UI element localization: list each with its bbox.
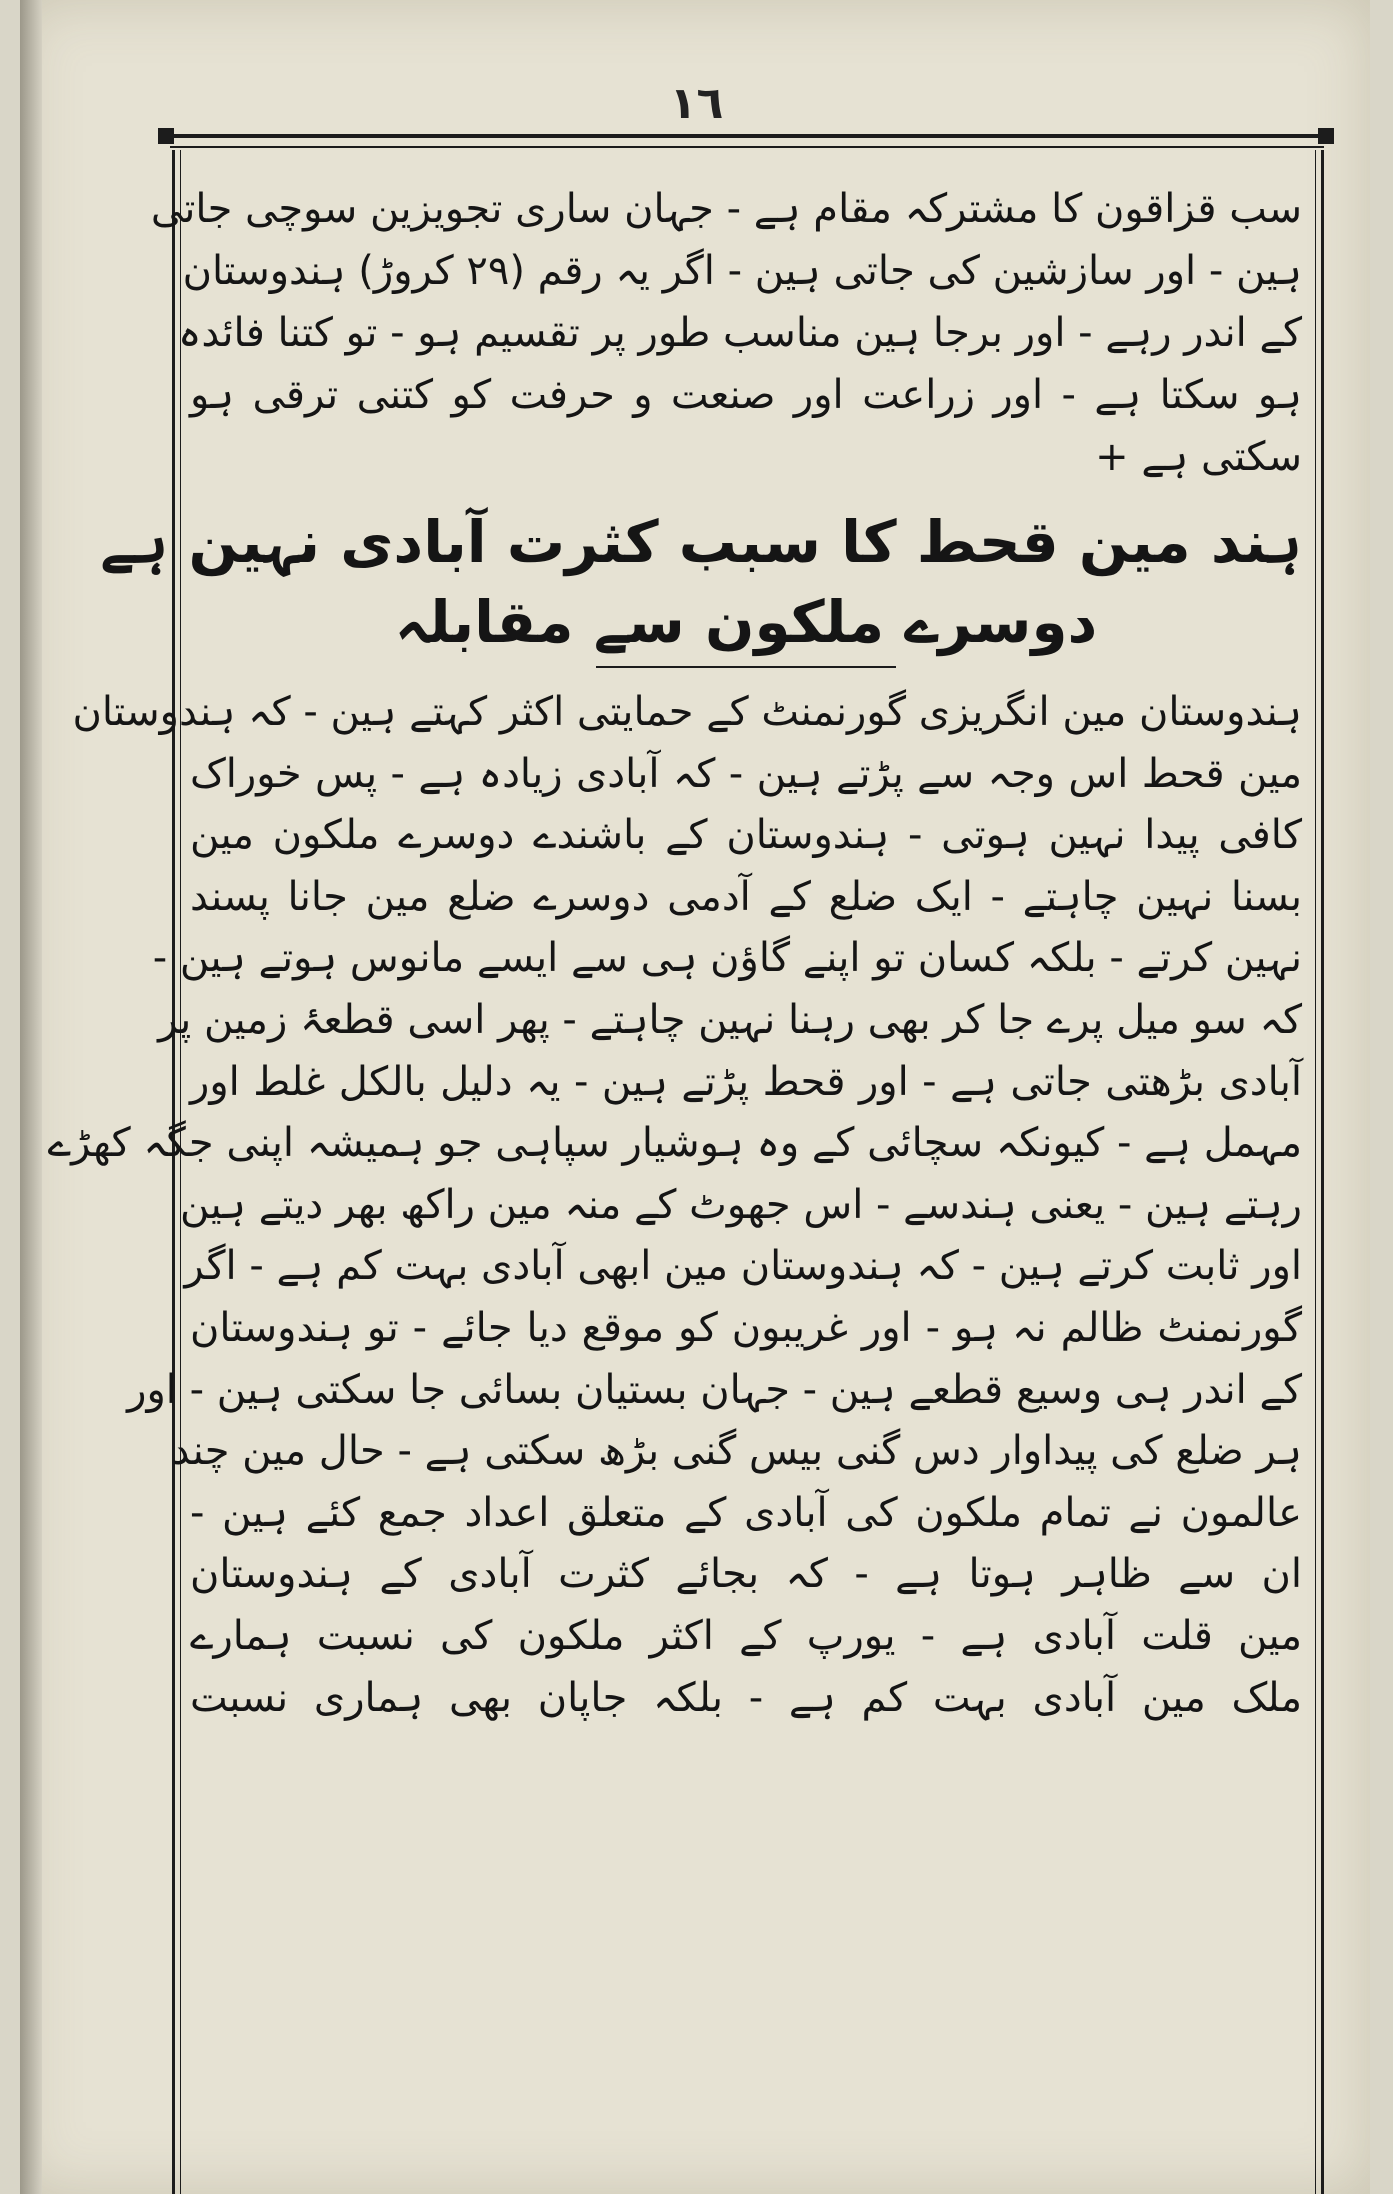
text-line: بسنا نہین چاہتے - ایک ضلع کے آدمی دوسرے ضلع مین جانا پسند xyxy=(190,873,1302,920)
text-line: سب قزاقون کا مشترکہ مقام ہے - جہان ساری تجویزین سوچی جاتی xyxy=(150,186,1302,232)
text-line: رہتے ہین - یعنی ہندسے - اس جھوٹ کے منہ مین راکھ بھر دیتے ہین xyxy=(180,1181,1302,1228)
text-line: عالمون نے تمام ملکون کی آبادی کے متعلق اعداد جمع کئے ہین - xyxy=(190,1489,1302,1536)
text-line: گورنمنٹ ظالم نہ ہو - اور غریبون کو موقع دیا جائے - تو ہندوستان xyxy=(190,1304,1302,1351)
text-line: مین قلت آبادی ہے - یورپ کے اکثر ملکون کی نسبت ہمارے xyxy=(190,1612,1302,1659)
heading-line-1: ہند مین قحط کا سبب کثرت آبادی نہین ہے xyxy=(100,508,1302,576)
text-line: نہین کرتے - بلکہ کسان تو اپنے گاؤن ہی سے ایسے مانوس ہوتے ہین - xyxy=(152,935,1302,982)
text-line: کے اندر ہی وسیع قطعے ہین - جہان بستیان بسائی جا سکتی ہین - اور xyxy=(127,1366,1302,1413)
text-line: کافی پیدا نہین ہوتی - ہندوستان کے باشندے دوسرے ملکون مین xyxy=(190,812,1302,859)
text-line: ان سے ظاہر ہوتا ہے - کہ بجائے کثرت آبادی کے ہندوستان xyxy=(190,1551,1302,1598)
text-line: کے اندر رہے - اور برجا ہین مناسب طور پر تقسیم ہو - تو کتنا فائدہ xyxy=(177,310,1302,356)
page-body xyxy=(47,178,1302,1729)
text-line: ہو سکتا ہے - اور زراعت اور صنعت و حرفت کو کتنی ترقی ہو xyxy=(190,372,1302,418)
text-line: مہمل ہے - کیونکہ سچائی کے وہ ہوشیار سپاہی جو ہمیشہ اپنی جگہ کھڑے xyxy=(47,1120,1302,1167)
text-line: ہندوستان مین انگریزی گورنمنٹ کے حمایتی اکثر کہتے ہین - کہ ہندوستان xyxy=(72,689,1302,735)
section-heading xyxy=(100,502,1302,668)
text-line: ملک مین آبادی بہت کم ہے - بلکہ جاپان بھی ہماری نسبت xyxy=(190,1674,1302,1721)
text-line: ہر ضلع کی پیداوار دس گنی بیس گنی بڑھ سکتی ہے - حال مین چند xyxy=(171,1428,1302,1475)
page-number: ١٦ xyxy=(669,78,724,129)
text-line: کہ سو میل پرے جا کر بھی رہنا نہین چاہتے - پھر اسی قطعۂ زمین پر xyxy=(158,996,1302,1043)
heading-underline xyxy=(596,666,896,668)
text-line: ہین - اور سازشین کی جاتی ہین - اگر یہ رقم (۲۹ کروڑ) ہندوستان xyxy=(182,248,1302,294)
paragraph-2 xyxy=(47,682,1302,1729)
frame-top-rule xyxy=(162,134,1332,138)
heading-line-2: دوسرے ملکون سے مقابلہ xyxy=(394,588,1098,656)
text-line: مین قحط اس وجہ سے پڑتے ہین - کہ آبادی زیادہ ہے - پس خوراک xyxy=(190,750,1302,797)
paragraph-1 xyxy=(150,178,1302,488)
text-line: اور ثابت کرتے ہین - کہ ہندوستان مین ابھی آبادی بہت کم ہے - اگر xyxy=(184,1243,1302,1290)
text-line: آبادی بڑھتی جاتی ہے - اور قحط پڑتے ہین - یہ دلیل بالکل غلط اور xyxy=(190,1058,1302,1105)
book-spine xyxy=(20,0,42,2194)
text-line: سکتی ہے + xyxy=(1095,434,1302,480)
frame-top-inner-rule xyxy=(170,146,1324,148)
